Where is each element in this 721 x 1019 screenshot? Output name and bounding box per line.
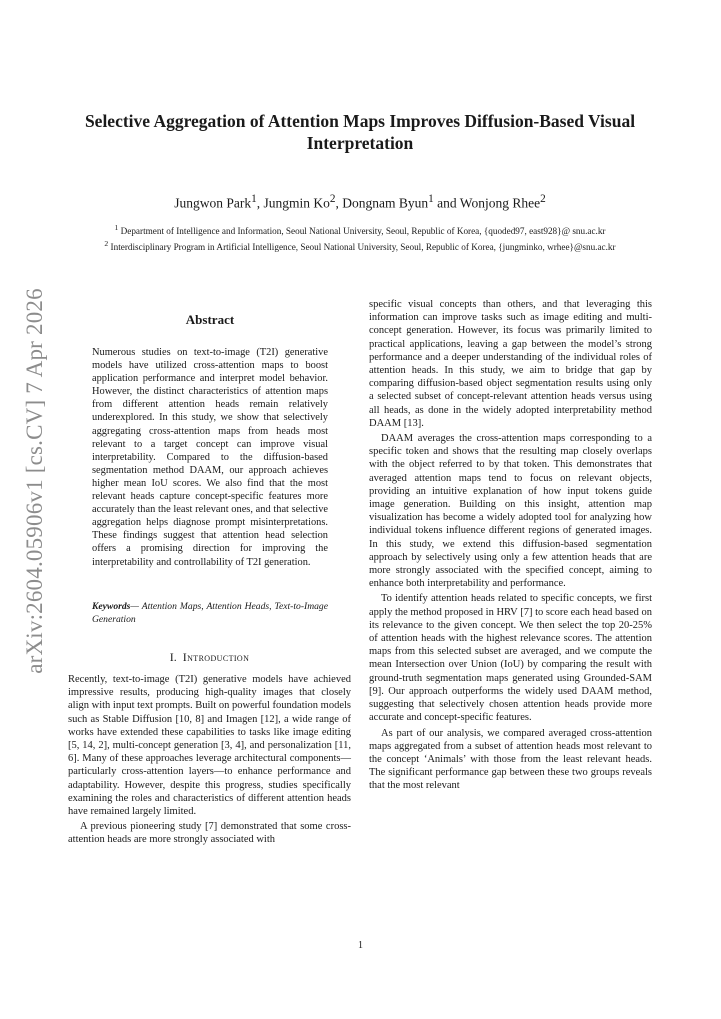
paragraph: specific visual concepts than others, and that leveraging this information can improve tasks such as image editing and multi-concept generation. However, its focus was primarily limited to practical applications, leaving a gap between the model’s strong performance and a deeper understanding of the individual roles of attention heads. In this study, we aim to bridge that gap by comparing diffusion-based object segmentation results using only a selected subset of concept-relevant attention heads versus using all heads, as done in the widely adopted interpretability method DAAM [13]. <box>369 299 652 429</box>
paragraph: Recently, text-to-image (T2I) generative models have achieved impressive results, producing high-quality images that closely align with input text prompts. Built on powerful foundation models such as Stable Diffusion [10, 8] and Imagen [12], a wide range of works have extended these capabilities to tasks like image editing [5, 14, 2], multi-concept generation [3, 4], and personalization [11, 6]. Many of these approaches leverage architectural components—particularly cross-attention layers—to enhance performance and adaptability. However, despite this progress, studies specifically examining the roles and characteristics of different attention heads have remained largely limited. <box>68 674 351 818</box>
right-column-body <box>369 298 652 793</box>
keywords-text: — Attention Maps, Attention Heads, Text-to-Image Generation <box>92 601 328 625</box>
affiliation-2: $^2$ Interdisciplinary Program in Artificial Intelligence, Seoul National University, Seoul, Republic of Korea, {jungminko, wrhee}@snu.ac.kr <box>104 238 616 252</box>
author-affil-mark: 1 <box>251 193 257 205</box>
paper-title: Selective Aggregation of Attention Maps Improves Diffusion-Based Visual Interpretation <box>84 111 636 153</box>
author-name: Wonjong Rhee <box>459 195 541 211</box>
section-heading-introduction <box>68 650 351 665</box>
author-list: Jungwon Park$^1$, Jungmin Ko$^2$, Dongnam Byun$^1$ and Wonjong Rhee$^2$ <box>174 193 546 211</box>
author-affil-mark: 1 <box>428 193 434 205</box>
affiliation-1: $^1$ Department of Intelligence and Information, Seoul National University, Seoul, Republic of Korea, {quoded97, east928}@ snu.ac.kr <box>114 223 606 237</box>
keywords-label: Keywords <box>92 601 131 612</box>
keywords <box>92 601 328 626</box>
section-number: I. <box>169 650 177 664</box>
arxiv-stamp-text: arXiv:2604.05906v1 [cs.CV] 7 Apr 2026 <box>22 288 47 674</box>
paragraph: DAAM averages the cross-attention maps corresponding to a specific token and shows that the resulting map closely overlaps with the object referred to by that token. This demonstrates that averaged attention maps tend to focus on relevant objects, providing an intuitive explanation of how input tokens guide image generation. Building on this insight, attention map visualization has become a widely adopted tool for analyzing how individual tokens influence different regions of generated images. In this study, we extend this diffusion-based segmentation approach by selectively using only a few attention heads that are more strongly associated with the specified concept, aiming to enhance both interpretability and performance. <box>369 433 652 590</box>
paragraph: To identify attention heads related to specific concepts, we first apply the method proposed in HRV [7] to score each head based on its relevance to the given concept. We then select the top 20-25% of attention heads with the highest relevance scores. The attention maps from this selected subset are averaged, and we compute the mean Intersection over Union (IoU) by comparing the result with ground-truth segmentation maps generated using Grounded-SAM [9]. Our approach outperforms the widely used DAAM method, suggesting that selectively chosen attention heads provide more accurate and concept-specific features. <box>369 593 652 724</box>
abstract-body: Numerous studies on text-to-image (T2I) generative models have utilized cross-attention maps to boost application performance and interpret model behavior. However, the distinct characteristics of attention maps from different attention heads remain relatively underexplored. In this study, we show that selectively aggregating cross-attention maps from heads most relevant to a target concept can improve visual interpretability. Compared to the diffusion-based segmentation method DAAM, our approach achieves higher mean IoU scores. We also find that the most relevant heads capture concept-specific features more accurately than the least relevant ones, and that selective aggregation helps diagnose prompt misinterpretations. These findings suggest that attention head selection offers a promising direction for improving the interpretability and controllability of T2I generation. <box>92 347 328 568</box>
author-name: Jungwon Park <box>174 195 252 211</box>
abstract-heading: Abstract <box>185 312 235 327</box>
affiliations <box>65 222 655 253</box>
arxiv-stamp <box>17 288 53 674</box>
author-affil-mark: 2 <box>329 193 336 205</box>
section-title: Introduction <box>182 650 250 664</box>
author-name: Dongnam Byun <box>342 195 429 211</box>
paragraph: As part of our analysis, we compared averaged cross-attention maps aggregated from a subset of attention heads most relevant to the concept ‘Animals’ with those from the least relevant heads. The significant performance gap between these two groups reveals that the most relevant <box>369 727 652 792</box>
author-name: Jungmin Ko <box>263 195 330 211</box>
paragraph: A previous pioneering study [7] demonstrated that some cross-attention heads are more strongly associated with <box>68 821 351 846</box>
left-column-body <box>68 673 351 847</box>
page-number: 1 <box>358 940 363 951</box>
author-affil-mark: 2 <box>540 193 546 205</box>
